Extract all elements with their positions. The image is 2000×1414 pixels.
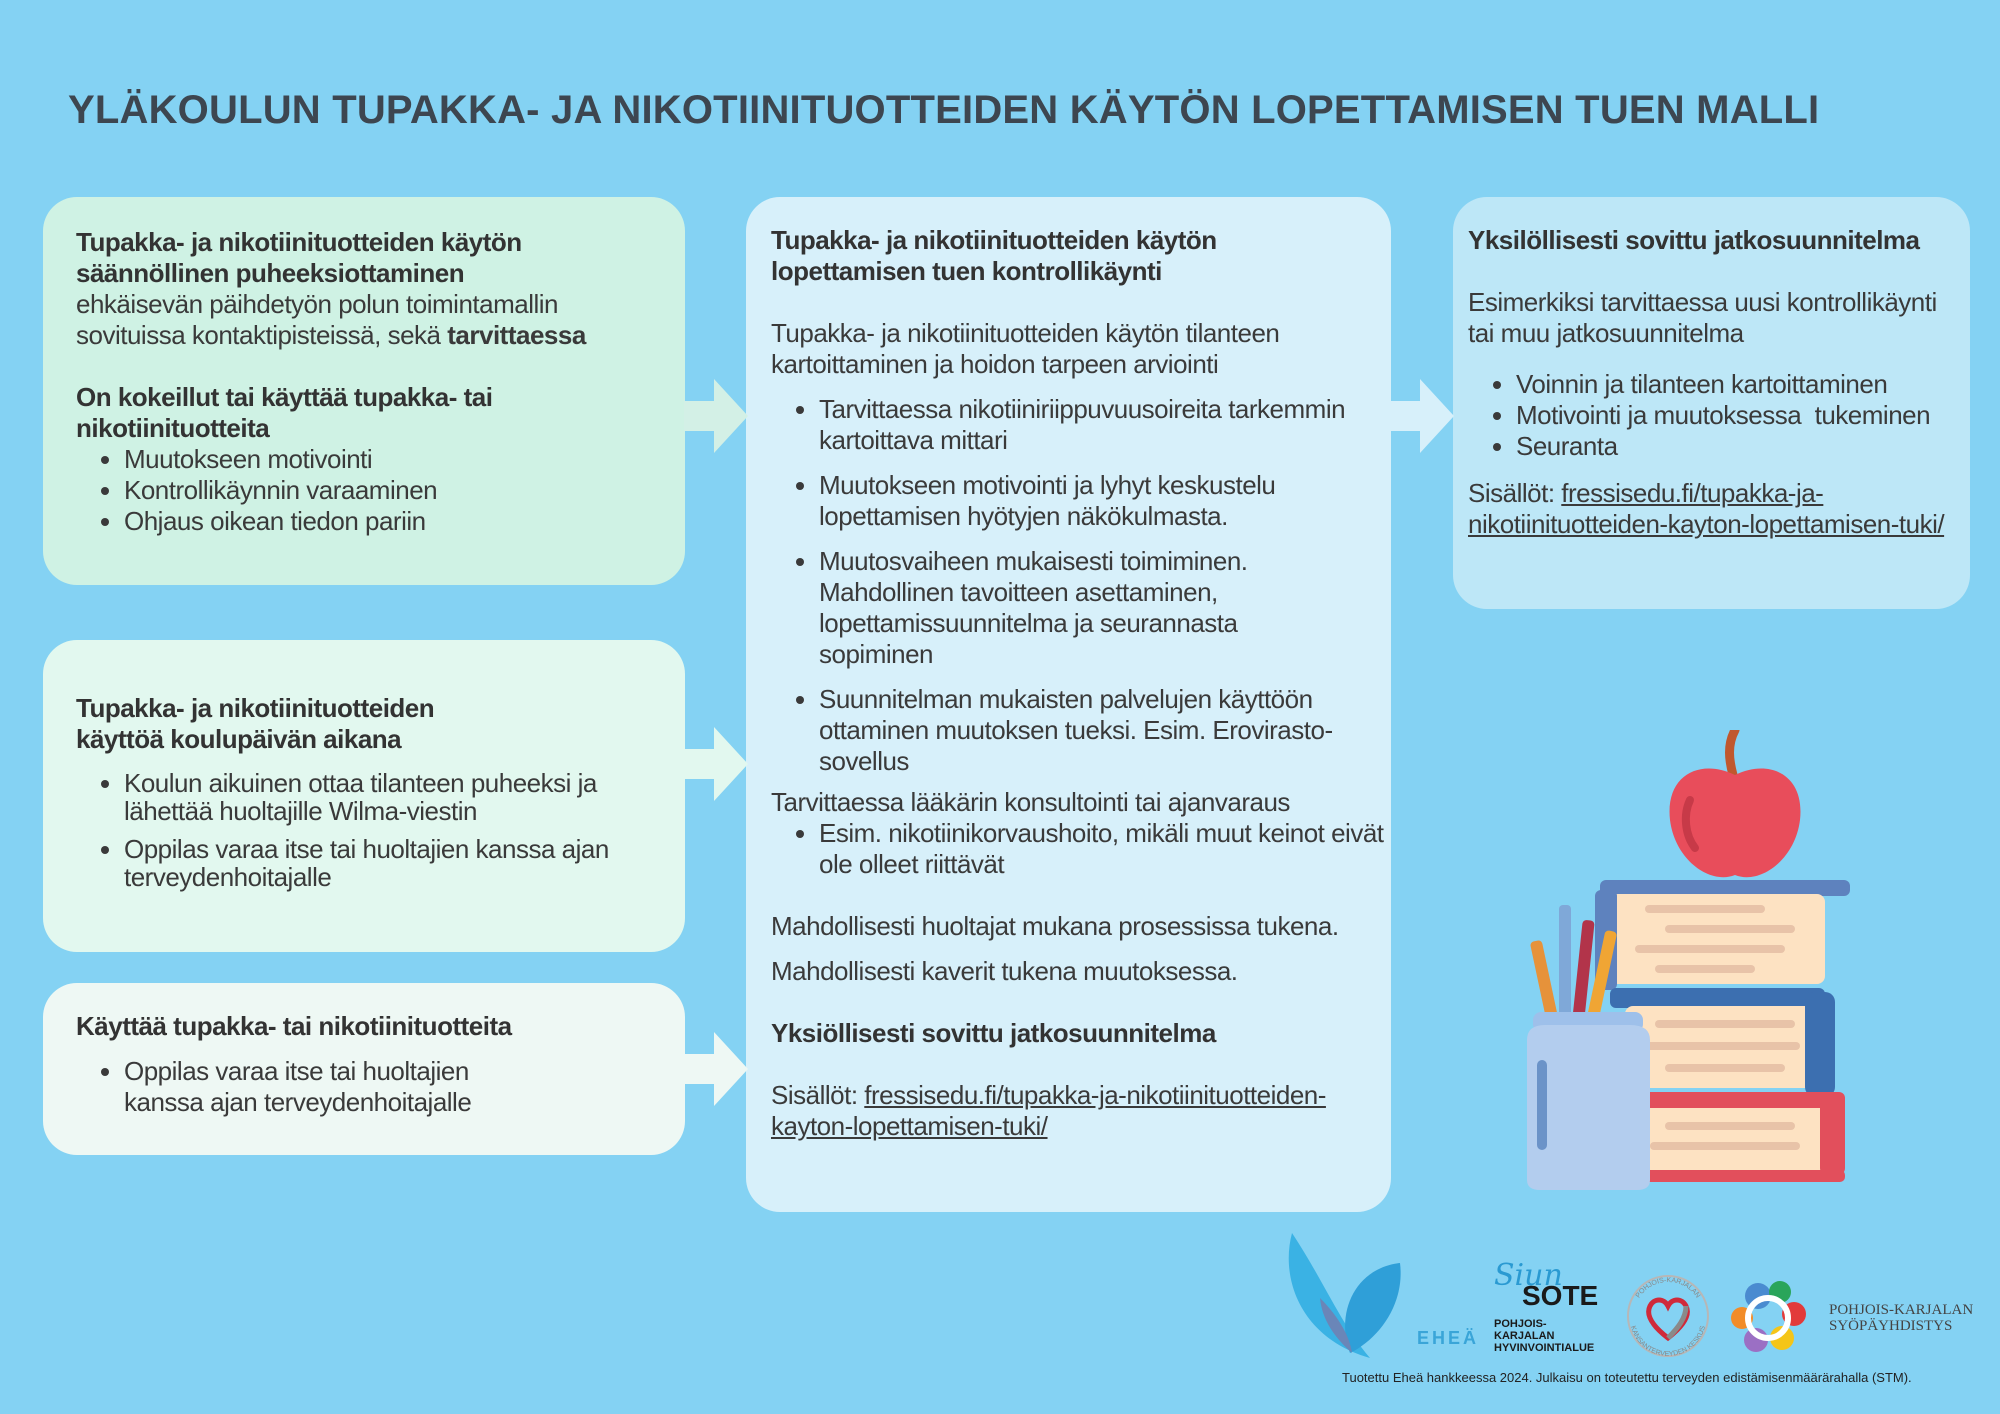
- ring-bottom-text: KANSANTERVEYDEN KESKUS: [1628, 1325, 1708, 1359]
- box5-intro: Esimerkiksi tarvittaessa uusi kontrollikäynti tai muu jatkosuunnitelma: [1468, 287, 1937, 348]
- control-visit-box: [746, 197, 1391, 1212]
- box1-heading2: On kokeillut tai käyttää tupakka- tai nikotiinituotteita: [76, 382, 493, 443]
- regular-discussion-box: [43, 197, 685, 585]
- box1-text-main: ehkäisevän päihdetyön polun toimintamallin sovituissa kontaktipisteissä, sekä: [76, 289, 558, 350]
- list-item: • Muutokseen motivointi: [124, 444, 655, 475]
- sote-script: Siun: [1494, 1258, 1563, 1293]
- content-label: Sisällöt:: [1468, 478, 1555, 508]
- box1-text-bold: tarvittaessa: [447, 320, 586, 350]
- arrow-right-icon: [684, 1032, 748, 1106]
- list-item: • Koulun aikuinen ottaa tilanteen puheeksi ja lähettää huoltajille Wilma-viestin: [124, 769, 655, 825]
- follow-up-plan-box: [1453, 197, 1970, 609]
- list-item: • Oppilas varaa itse tai huoltajien kanssa ajan terveydenhoitajalle: [124, 1056, 514, 1118]
- box1-text: [76, 289, 655, 351]
- sote-sub2: HYVINVOINTIALUE: [1494, 1342, 1595, 1354]
- content-link[interactable]: fressisedu.fi/tupakka-ja-nikotiinituotteiden-kayton-lopettamisen-tuki/: [1468, 478, 1945, 539]
- syopa-line2: SYÖPÄYHDISTYS: [1829, 1318, 1953, 1334]
- box4-content: [771, 1080, 1371, 1142]
- syopayhdistys-text: [1829, 1302, 1973, 1334]
- syopayhdistys-logo: [1728, 1278, 1818, 1358]
- box2-heading: Tupakka- ja nikotiinituotteiden käyttöä koulupäivän aikana: [76, 693, 435, 754]
- sote-word: SOTE: [1522, 1280, 1599, 1311]
- list-item: • Oppilas varaa itse tai huoltajien kanssa ajan terveydenhoitajalle: [124, 835, 655, 891]
- box4-parents: Mahdollisesti huoltajat mukana prosessissa tukena.: [771, 911, 1339, 941]
- list-item: • Esim. nikotiinikorvaushoito, mikäli muut keinot eivät ole olleet riittävät: [819, 818, 1389, 880]
- arrow-right-icon: [684, 379, 748, 453]
- content-link[interactable]: fressisedu.fi/tupakka-ja-nikotiinituotteiden-kayton-lopettamisen-tuki/: [771, 1080, 1326, 1141]
- list-item: • Kontrollikäynnin varaaminen: [124, 475, 655, 506]
- box4-intro: Tupakka- ja nikotiinituotteiden käytön tilanteen kartoittaminen ja hoidon tarpeen arviointi: [771, 318, 1280, 379]
- list-item: • Ohjaus oikean tiedon pariin: [124, 506, 655, 537]
- ring-top-text: POHJOIS-KARJALAN: [1634, 1276, 1702, 1300]
- page-title: YLÄKOULUN TUPAKKA- JA NIKOTIINITUOTTEIDEN KÄYTÖN LOPETTAMISEN TUEN MALLI: [68, 88, 1820, 132]
- box5-heading: Yksilöllisesti sovittu jatkosuunnitelma: [1468, 225, 1920, 255]
- siun-sote-logo: [1494, 1258, 1604, 1354]
- box1-list: [76, 444, 655, 537]
- list-item: • Seuranta: [1516, 431, 1970, 462]
- arrow-right-icon: [1390, 379, 1454, 453]
- sote-sub1: POHJOIS-KARJALAN: [1494, 1318, 1555, 1342]
- box4-plan: Yksiöllisesti sovittu jatkosuunnitelma: [771, 1018, 1216, 1048]
- svg-text:KANSANTERVEYDEN KESKUS: [1629, 1325, 1707, 1358]
- box4-list: [771, 394, 1389, 777]
- ehea-logo-text: EHEÄ: [1417, 1328, 1480, 1348]
- footer-note: Tuotettu Eheä hankkeessa 2024. Julkaisu on toteutettu terveyden edistämisenmäärärahalla (STM).: [1342, 1370, 1912, 1385]
- list-item: • Motivointi ja muutoksessa tukeminen: [1516, 400, 1970, 431]
- list-item: • Suunnitelman mukaisten palvelujen käyttöön ottaminen muutoksen tueksi. Esim. Erovirasto-sovellus: [819, 684, 1389, 777]
- syopa-line1: POHJOIS-KARJALAN: [1829, 1302, 1974, 1318]
- box2-list: [76, 769, 655, 891]
- box5-content: [1468, 478, 1948, 540]
- box1-heading: Tupakka- ja nikotiinituotteiden käytön säännöllinen puheeksiottaminen: [76, 227, 522, 288]
- school-day-use-box: [43, 640, 685, 952]
- box3-list: [76, 1056, 655, 1118]
- kansanterveyden-keskus-logo: [1620, 1268, 1716, 1364]
- box5-list: [1468, 369, 1970, 462]
- box3-heading: Käyttää tupakka- tai nikotiinituotteita: [76, 1011, 512, 1041]
- ehea-leaf-logo: [1280, 1228, 1410, 1363]
- content-label: Sisällöt:: [771, 1080, 858, 1110]
- box4-friends: Mahdollisesti kaverit tukena muutoksessa.: [771, 956, 1238, 986]
- box4-doctor: Tarvittaessa lääkärin konsultointi tai ajanvaraus: [771, 787, 1290, 817]
- arrow-right-icon: [684, 727, 748, 801]
- box4-doctor-list: [771, 818, 1389, 880]
- books-apple-illustration: [1515, 730, 1875, 1190]
- list-item: • Muutokseen motivointi ja lyhyt keskustelu lopettamisen hyötyjen näkökulmasta.: [819, 470, 1389, 532]
- uses-products-box: [43, 983, 685, 1155]
- list-item: • Tarvittaessa nikotiiniriippuvuusoireita tarkemmin kartoittava mittari: [819, 394, 1389, 456]
- list-item: • Muutosvaiheen mukaisesti toimiminen. Mahdollinen tavoitteen asettaminen, lopettamissuunnitelma ja seurannasta sopiminen: [819, 546, 1289, 670]
- svg-text:POHJOIS-KARJALAN: [1635, 1277, 1701, 1299]
- list-item: • Voinnin ja tilanteen kartoittaminen: [1516, 369, 1970, 400]
- box4-heading: Tupakka- ja nikotiinituotteiden käytön lopettamisen tuen kontrollikäynti: [771, 225, 1217, 286]
